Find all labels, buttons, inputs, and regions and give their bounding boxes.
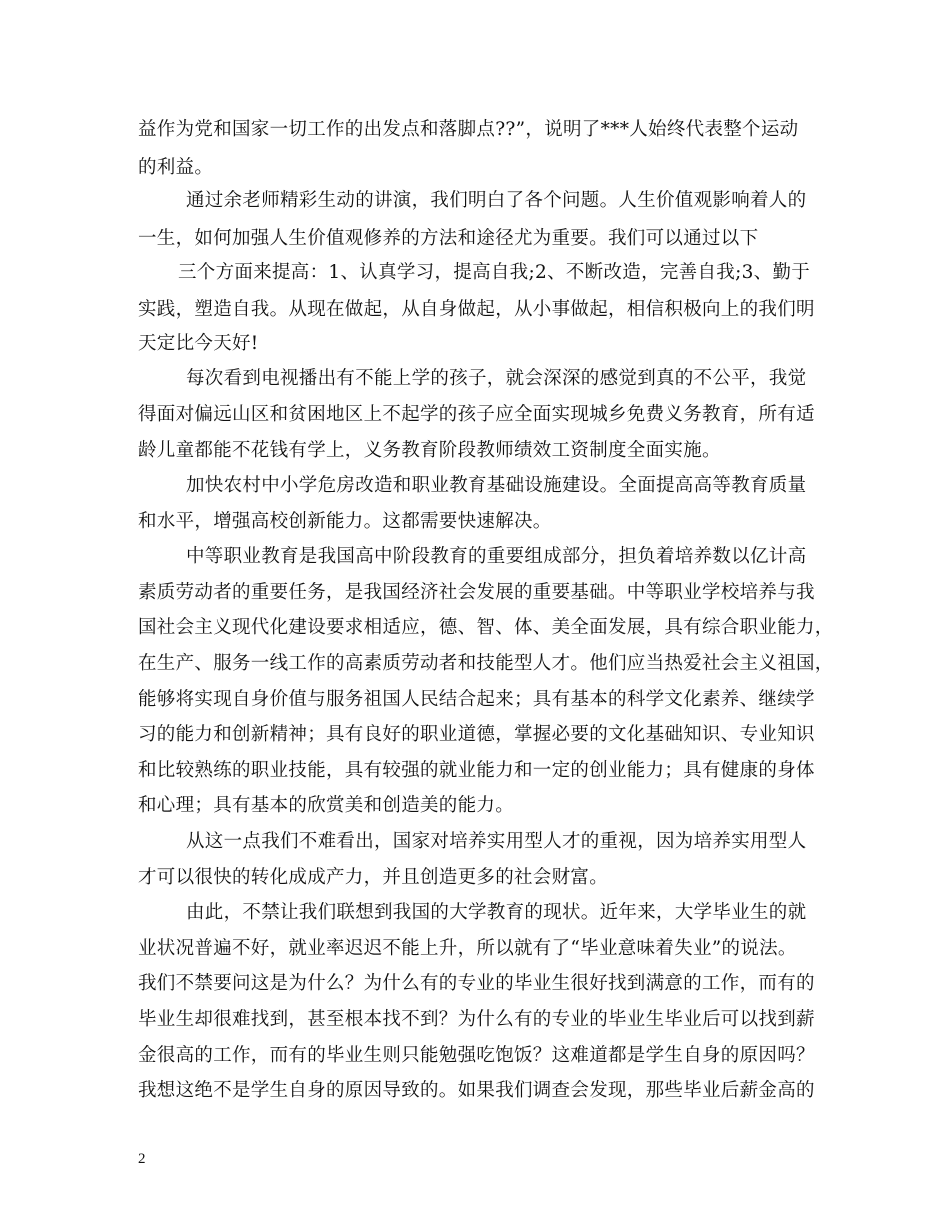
text-line: 业状况普遍不好，就业率迟迟不能上升，所以就有了“毕业意味着失业”的说法。 — [138, 938, 797, 959]
text-line: 一生，如何加强人生价值观修养的方法和途径尤为重要。我们可以通过以下 — [138, 228, 759, 249]
text-line: 习的能力和创新精神；具有良好的职业道德，掌握必要的文化基础知识、专业知识 — [138, 724, 815, 745]
text-line: 国社会主义现代化建设要求相适应，德、智、体、美全面发展，具有综合职业能力， — [138, 617, 834, 638]
text-line: 龄儿童都能不花钱有学上，义务教育阶段教师绩效工资制度全面实施。 — [138, 440, 721, 461]
text-line: 才可以很快的转化成成产力，并且创造更多的社会财富。 — [138, 867, 609, 888]
text-line: 能够将实现自身价值与服务祖国人民结合起来；具有基本的科学文化素养、继续学 — [138, 689, 815, 710]
text-line: 三个方面来提高：1、认真学习，提高自我;2、不断改造，完善自我;3、勤于 — [178, 262, 811, 283]
text-line: 和心理；具有基本的欣赏美和创造美的能力。 — [138, 795, 515, 816]
text-line: 的利益。 — [138, 157, 214, 178]
text-line: 我想这绝不是学生自身的原因导致的。如果我们调查会发现，那些毕业后薪金高的 — [138, 1080, 815, 1101]
text-line: 天定比今天好! — [138, 333, 259, 354]
paragraph-first-line: 通过余老师精彩生动的讲演，我们明白了各个问题。人生价值观影响着人的 — [186, 190, 807, 211]
text-line: 在生产、服务一线工作的高素质劳动者和技能型人才。他们应当热爱社会主义祖国， — [138, 653, 834, 674]
text-line: 实践，塑造自我。从现在做起，从自身做起，从小事做起，相信积极向上的我们明 — [138, 299, 815, 320]
paragraph-first-line: 从这一点我们不难看出，国家对培养实用型人才的重视，因为培养实用型人 — [186, 831, 807, 852]
text-line: 金很高的工作，而有的毕业生则只能勉强吃饱饭？这难道都是学生自身的原因吗？ — [138, 1045, 815, 1066]
paragraph-first-line: 每次看到电视播出有不能上学的孩子，就会深深的感觉到真的不公平，我觉 — [186, 368, 807, 389]
text-line: 益作为党和国家一切工作的出发点和落脚点??”，说明了***人始终代表整个运动 — [138, 119, 799, 140]
text-line: 得面对偏远山区和贫困地区上不起学的孩子应全面实现城乡免费义务教育，所有适 — [138, 404, 815, 425]
text-line: 和水平，增强高校创新能力。这都需要快速解决。 — [138, 511, 552, 532]
paragraph-first-line: 中等职业教育是我国高中阶段教育的重要组成部分，担负着培养数以亿计高 — [186, 546, 807, 567]
paragraph-first-line: 加快农村中小学危房改造和职业教育基础设施建设。全面提高高等教育质量 — [186, 475, 807, 496]
page-number: 2 — [138, 1151, 146, 1167]
text-line: 和比较熟练的职业技能，具有较强的就业能力和一定的创业能力；具有健康的身体 — [138, 760, 815, 781]
paragraph-first-line: 由此，不禁让我们联想到我国的大学教育的现状。近年来，大学毕业生的就 — [186, 902, 807, 923]
text-line: 毕业生却很难找到，甚至根本找不到？为什么有的专业的毕业生毕业后可以找到薪 — [138, 1009, 815, 1030]
text-line: 我们不禁要问这是为什么？为什么有的专业的毕业生很好找到满意的工作，而有的 — [138, 973, 815, 994]
text-line: 素质劳动者的重要任务，是我国经济社会发展的重要基础。中等职业学校培养与我 — [138, 582, 815, 603]
